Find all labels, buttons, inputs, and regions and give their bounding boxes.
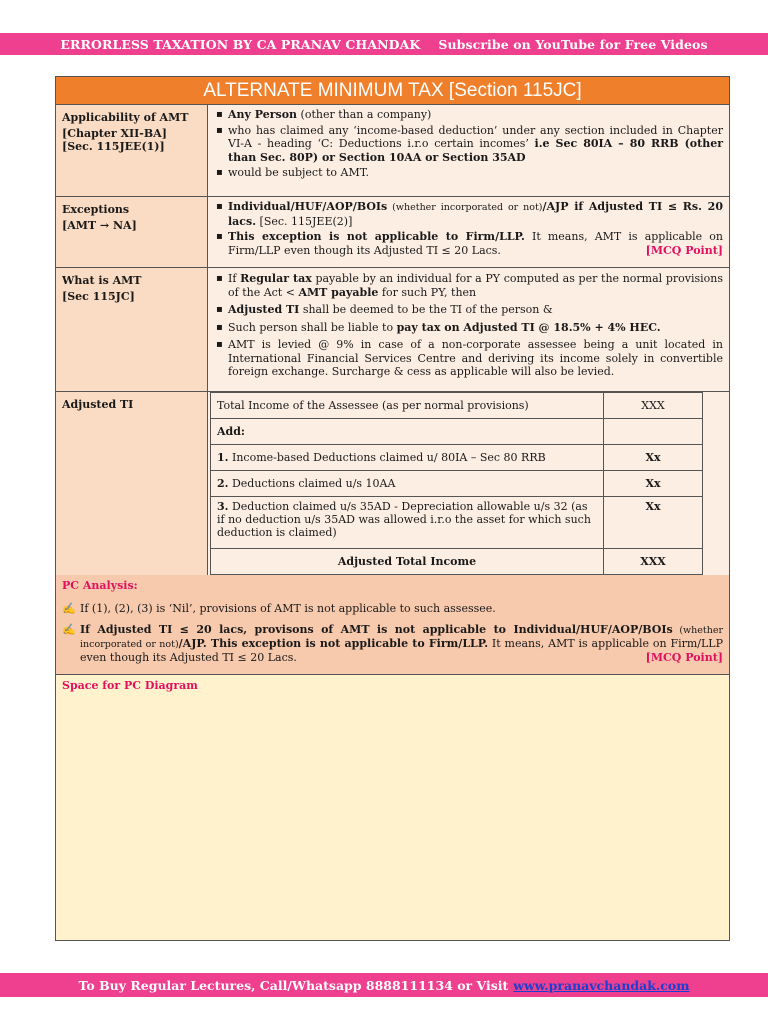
table-cell: XXX — [604, 549, 703, 575]
text: It means, AMT is applicable on Firm/LLP even though its Adjusted TI ≤ 20 Lacs. — [228, 230, 723, 257]
bold-text: Individual/HUF/AOP/BOIs — [228, 200, 388, 213]
table-cell: Xx — [604, 445, 703, 471]
website-link[interactable]: www.pranavchandak.com — [513, 977, 690, 993]
label-line: [AMT → NA] — [62, 219, 137, 232]
label-line: Exceptions — [62, 203, 130, 216]
bold-text: 1. — [217, 451, 229, 464]
text: payable by an individual for a PY computed as per the normal provisions of the Act < — [228, 272, 724, 299]
label-line: Applicability of AMT — [62, 111, 189, 124]
banner-title: ERRORLESS TAXATION BY CA PRANAV CHANDAK — [60, 36, 421, 52]
page-title: ALTERNATE MINIMUM TAX [Section 115JC] — [56, 77, 729, 105]
bold-text: /AJP. This exception is not applicable to Firm/LLP. — [178, 637, 489, 650]
bold-text: 2. — [217, 477, 229, 490]
bullet — [228, 108, 723, 122]
table-row — [211, 471, 703, 497]
bold-text: AMT payable — [298, 285, 379, 299]
label-line: Adjusted TI — [62, 398, 134, 411]
label-exceptions — [56, 197, 208, 267]
table-cell: Xx — [604, 471, 703, 497]
small-text: (whether incorporated or not) — [387, 202, 543, 213]
table-row — [211, 393, 703, 419]
table-cell — [604, 419, 703, 445]
text: If — [228, 272, 241, 285]
text: It means, AMT is applicable on Firm/LLP even though its Adjusted TI ≤ 20 Lacs. — [80, 637, 723, 664]
label-line: What is AMT — [62, 274, 142, 287]
pc-analysis — [56, 575, 729, 675]
label-applicability — [56, 105, 208, 196]
table-row — [211, 549, 703, 575]
bullet — [228, 124, 723, 165]
table-row — [211, 419, 703, 445]
bold-text: If Adjusted TI ≤ 20 lacs, provisons of AMT is not applicable to Individual/HUF/AOP/BOIs — [80, 623, 673, 636]
bold-text: Regular tax — [240, 272, 312, 285]
mcq-badge: [MCQ Point] — [645, 243, 723, 257]
table-cell: Xx — [604, 497, 703, 549]
bullet — [228, 166, 723, 180]
amt-table — [55, 76, 730, 941]
content-applicability — [208, 105, 729, 196]
bullet — [228, 303, 723, 317]
bullet — [228, 321, 723, 335]
bold-text: This exception is not applicable to Firm/LLP. — [228, 230, 525, 243]
text: Deductions claimed u/s 10AA — [228, 477, 396, 490]
table-row — [211, 497, 703, 549]
row-applicability — [56, 105, 729, 197]
label-what-is — [56, 268, 208, 391]
text: If (1), (2), (3) is ‘Nil’, provisions of AMT is not applicable to such assessee. — [80, 602, 496, 615]
bold-text: Add: — [217, 425, 245, 438]
text: would be subject to AMT. — [228, 166, 369, 179]
content-what-is — [208, 268, 729, 391]
table-cell — [211, 419, 604, 445]
bullet — [228, 272, 723, 299]
footer-text: To Buy Regular Lectures, Call/Whatsapp 8888111134 or Visit — [78, 977, 509, 993]
bold-text: pay tax on Adjusted TI @ 18.5% + 4% HEC. — [396, 320, 661, 334]
pc-item-text — [80, 623, 723, 664]
text: (other than a company) — [297, 108, 432, 121]
bullet — [228, 230, 723, 257]
bullet — [228, 338, 723, 379]
content-exceptions — [208, 197, 729, 267]
row-exceptions — [56, 197, 729, 268]
pc-item — [62, 623, 723, 664]
top-banner — [0, 33, 768, 55]
bold-text: Any Person — [228, 108, 298, 121]
label-line: [Chapter XII-BA] — [62, 127, 167, 140]
pen-icon: ✍ — [62, 602, 76, 615]
table-cell: Adjusted Total Income — [211, 549, 604, 575]
text: AMT is levied @ 9% in case of a non-corporate assessee being a unit located in International Financial Services Centre and deriving its income solely in convertible foreign exchange. Surcharge & cess as applicable will also be levied. — [228, 338, 723, 378]
text: who has claimed any ‘income-based deduction’ under any section included in Chapter VI-A - heading ‘C: Deductions i.r.o certain incomes’ — [228, 123, 723, 150]
pc-item — [62, 602, 723, 615]
bold-text: i.e Sec 80IA – 80 RRB (other than Sec. 80P) or Section 10AA or Section 35AD — [228, 137, 723, 164]
bold-text: 3. — [217, 500, 229, 513]
text: Such person shall be liable to — [228, 320, 397, 334]
small-text: (whether incorporated or not) — [80, 625, 723, 650]
text: shall be deemed to be the TI of the person & — [299, 303, 553, 316]
text: [Sec. 115JEE(2)] — [256, 214, 353, 228]
table-cell — [211, 471, 604, 497]
diagram-label: Space for PC Diagram — [62, 679, 198, 692]
bottom-banner — [0, 973, 768, 997]
table-cell: XXX — [604, 393, 703, 419]
table-cell: Total Income of the Assessee (as per normal provisions) — [211, 393, 604, 419]
text: for such PY, then — [378, 285, 477, 299]
mcq-badge: [MCQ Point] — [645, 651, 723, 664]
label-line: [Sec 115JC] — [62, 290, 135, 303]
text: Income-based Deductions claimed u/ 80IA – Sec 80 RRB — [228, 451, 546, 464]
label-line: [Sec. 115JEE(1)] — [62, 140, 165, 153]
row-what-is-amt — [56, 268, 729, 392]
table-cell — [211, 497, 604, 549]
adjusted-ti-table — [210, 392, 703, 575]
banner-subscribe: Subscribe on YouTube for Free Videos — [438, 36, 708, 52]
pc-heading: PC Analysis: — [62, 579, 138, 592]
bold-text: Adjusted TI — [228, 303, 300, 316]
bold-text: /AJP if Adjusted TI ≤ Rs. 20 lacs. — [228, 200, 723, 228]
table-cell — [211, 445, 604, 471]
table-row — [211, 445, 703, 471]
pen-icon: ✍ — [62, 623, 76, 636]
text: Deduction claimed u/s 35AD - Depreciation allowable u/s 32 (as if no deduction u/s 35AD was allowed i.r.o the asset for which such deduction is claimed) — [217, 500, 591, 539]
bullet — [228, 200, 723, 228]
pc-diagram-space — [56, 675, 729, 940]
